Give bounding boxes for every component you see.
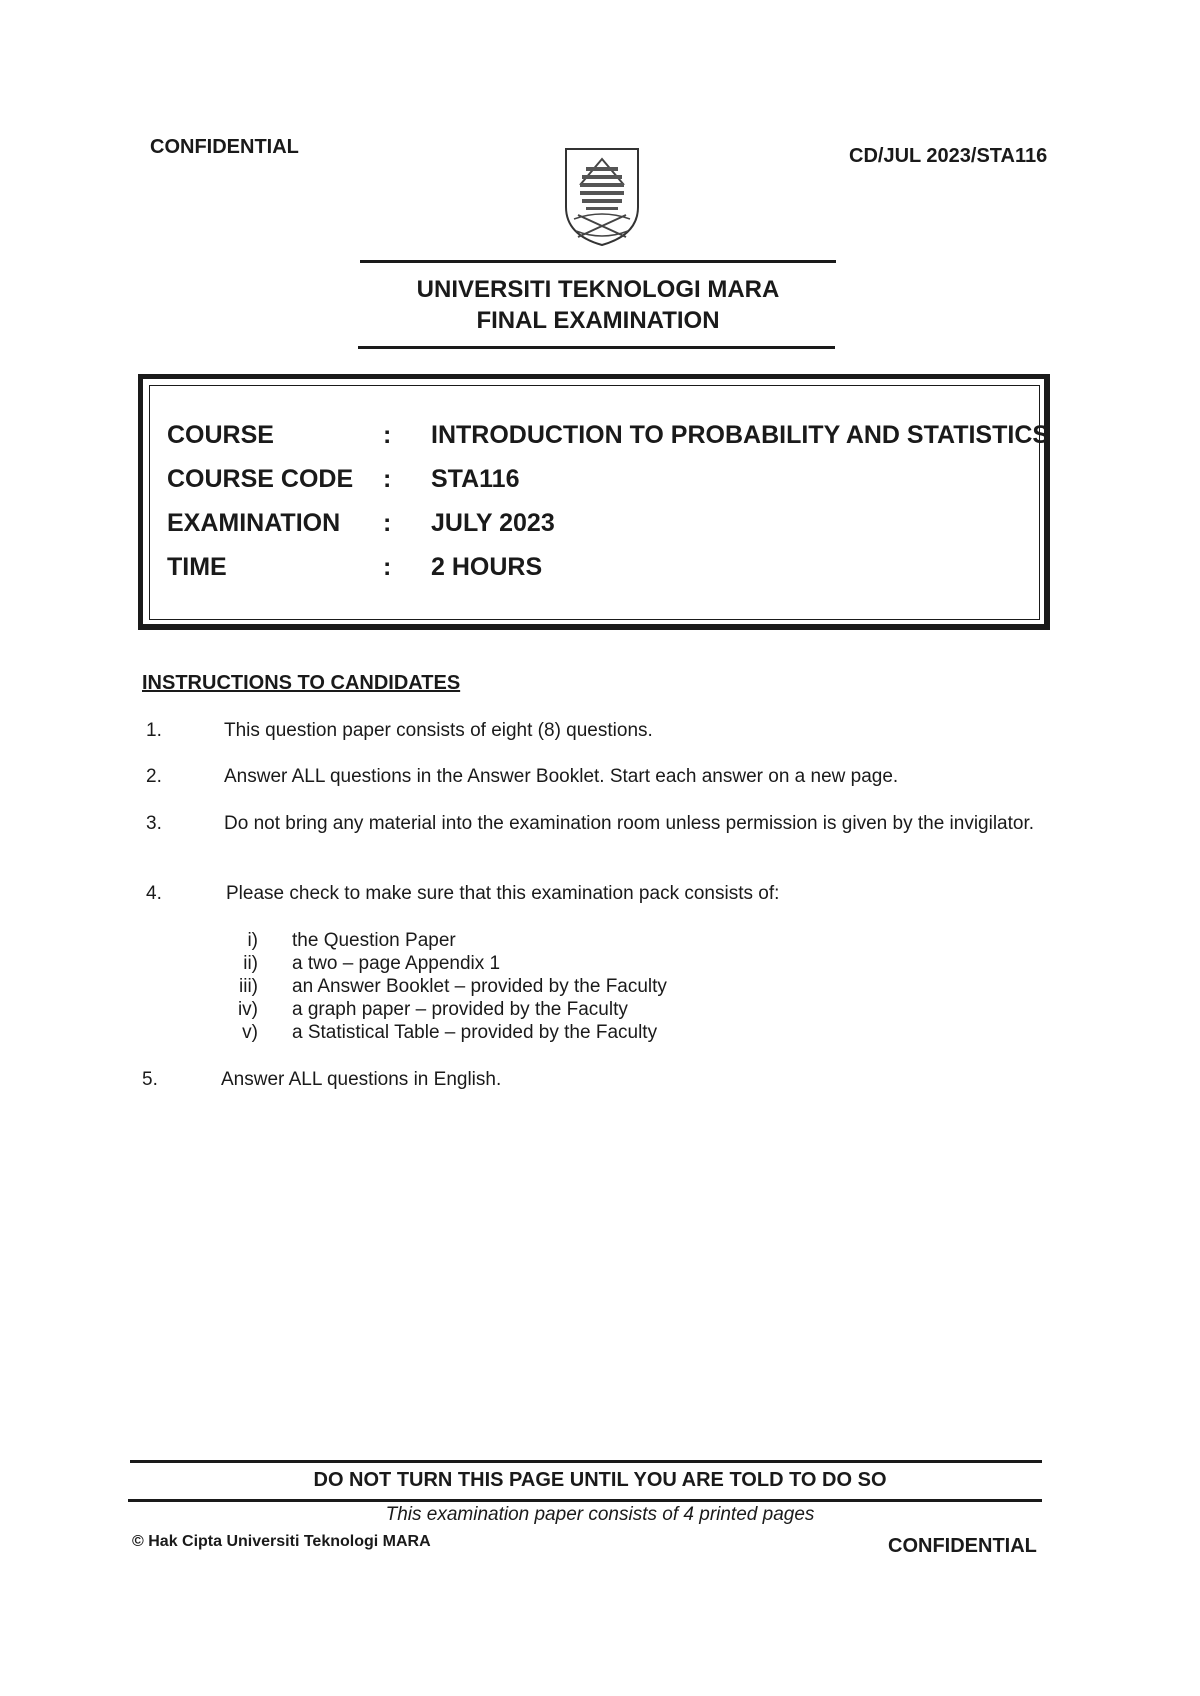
examination-value: JULY 2023: [431, 509, 555, 537]
course-label: COURSE: [167, 421, 274, 449]
time-value: 2 HOURS: [431, 553, 543, 581]
examination-separator: :: [383, 509, 392, 537]
header-confidential: CONFIDENTIAL: [150, 136, 299, 158]
instruction-number: 5.: [142, 1069, 158, 1090]
copyright-notice: © Hak Cipta Universiti Teknologi MARA: [132, 1533, 431, 1550]
pack-item: [236, 929, 456, 952]
pack-item: [236, 1021, 658, 1044]
course-separator: :: [383, 421, 392, 449]
do-not-turn-warning: DO NOT TURN THIS PAGE UNTIL YOU ARE TOLD TO DO SO: [313, 1469, 887, 1491]
footer-middle-rule: [128, 1499, 1042, 1502]
course-info-box: [138, 374, 1050, 630]
university-name: UNIVERSITI TEKNOLOGI MARA: [416, 276, 780, 303]
title-bottom-rule: [358, 346, 835, 349]
footer-confidential: CONFIDENTIAL: [888, 1535, 1037, 1557]
pack-item-number: iv): [237, 999, 258, 1020]
pack-item-number: v): [242, 1022, 258, 1043]
instruction-text: Do not bring any material into the examination room unless permission is given by the invigilator.: [224, 813, 1035, 834]
exam-title: FINAL EXAMINATION: [476, 307, 720, 334]
time-separator: :: [383, 553, 392, 581]
course-code-value: STA116: [431, 465, 520, 493]
printed-pages-note: This examination paper consists of 4 printed pages: [385, 1504, 815, 1525]
title-top-rule: [360, 260, 836, 263]
instructions-heading: INSTRUCTIONS TO CANDIDATES: [142, 672, 461, 694]
pack-item-text: the Question Paper: [292, 930, 456, 951]
course-code-separator: :: [383, 465, 392, 493]
pack-item-text: a Statistical Table – provided by the Faculty: [292, 1022, 658, 1043]
pack-item-text: an Answer Booklet – provided by the Faculty: [292, 976, 667, 997]
instruction-number: 3.: [146, 813, 162, 834]
pack-item-number: i): [247, 930, 258, 951]
instruction-number: 4.: [146, 883, 162, 904]
course-value: INTRODUCTION TO PROBABILITY AND STATISTICS: [431, 421, 1050, 449]
pack-item: [236, 998, 628, 1021]
instruction-text: Answer ALL questions in the Answer Booklet. Start each answer on a new page.: [224, 766, 899, 787]
paper-code: CD/JUL 2023/STA116: [849, 145, 1048, 167]
pack-item-number: ii): [243, 953, 258, 974]
course-code-label: COURSE CODE: [167, 465, 354, 493]
instruction-number: 2.: [146, 766, 162, 787]
examination-label: EXAMINATION: [167, 509, 341, 537]
pack-item: [236, 975, 667, 998]
instruction-number: 1.: [146, 720, 162, 741]
footer-top-rule: [130, 1460, 1042, 1463]
university-crest-icon: [560, 145, 644, 249]
time-label: TIME: [167, 553, 227, 581]
instruction-text: This question paper consists of eight (8) questions.: [224, 720, 653, 741]
instruction-text: Answer ALL questions in English.: [221, 1069, 502, 1090]
pack-item-number: iii): [239, 976, 258, 997]
instruction-text: Please check to make sure that this examination pack consists of:: [226, 883, 780, 904]
pack-item-text: a two – page Appendix 1: [292, 953, 501, 974]
pack-item: [236, 952, 501, 975]
pack-item-text: a graph paper – provided by the Faculty: [292, 999, 628, 1020]
